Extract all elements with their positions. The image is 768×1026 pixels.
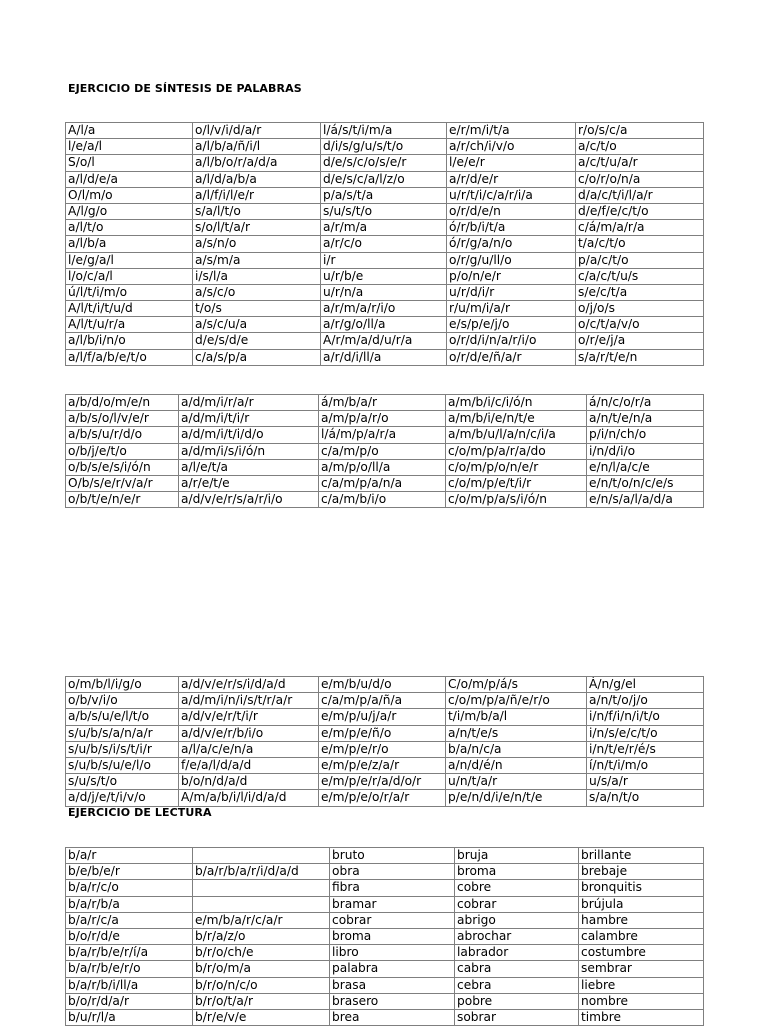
table-cell: d/e/f/e/c/t/o bbox=[576, 203, 704, 219]
table-cell: bramar bbox=[330, 896, 455, 912]
table-cell: a/b/s/u/e/l/t/o bbox=[66, 709, 179, 725]
table-cell: a/d/v/e/r/t/i/r bbox=[179, 709, 319, 725]
table-row bbox=[66, 443, 704, 459]
table-cell: b/a/n/c/a bbox=[446, 741, 587, 757]
table-cell: b/a/r/c/o bbox=[66, 880, 193, 896]
table-cell: b/a/r/b/i/ll/a bbox=[66, 977, 193, 993]
table-cell: b/a/r bbox=[66, 848, 193, 864]
heading-reading-exercise: EJERCICIO DE LECTURA bbox=[68, 806, 212, 819]
table-cell: a/l/b/i/n/o bbox=[66, 333, 193, 349]
table-cell: a/l/t/o bbox=[66, 220, 193, 236]
table-cell: timbre bbox=[579, 1009, 704, 1025]
table-cell: a/l/d/e/a bbox=[66, 171, 193, 187]
table-cell: pobre bbox=[455, 993, 579, 1009]
table-cell: s/o/l/t/a/r bbox=[193, 220, 321, 236]
table-cell: e/m/p/e/r/a/d/o/r bbox=[319, 774, 446, 790]
table-cell: a/n/t/e/n/a bbox=[587, 411, 704, 427]
table-cell: e/m/b/a/r/c/a/r bbox=[193, 912, 330, 928]
table-row bbox=[66, 945, 704, 961]
table-row bbox=[66, 928, 704, 944]
table-cell: cabra bbox=[455, 961, 579, 977]
table-row bbox=[66, 693, 704, 709]
table-cell: A/m/a/b/i/l/i/d/a/d bbox=[179, 790, 319, 806]
table-cell: C/o/m/p/á/s bbox=[446, 677, 587, 693]
table-cell: b/o/r/d/e bbox=[66, 928, 193, 944]
table-cell: a/s/n/o bbox=[193, 236, 321, 252]
table-cell: e/n/t/o/n/c/e/s bbox=[587, 475, 704, 491]
table-cell: p/a/s/t/a bbox=[321, 187, 447, 203]
table-cell: o/b/j/e/t/o bbox=[66, 443, 179, 459]
table-row bbox=[66, 880, 704, 896]
syllable-table-3 bbox=[65, 676, 704, 807]
table-cell: d/e/s/d/e bbox=[193, 333, 321, 349]
table-cell: c/o/m/p/a/ñ/e/r/o bbox=[446, 693, 587, 709]
table-row bbox=[66, 317, 704, 333]
table-cell: A/l/g/o bbox=[66, 203, 193, 219]
table-cell: a/r/e/t/e bbox=[179, 475, 319, 491]
table-cell: i/s/l/a bbox=[193, 268, 321, 284]
table-row bbox=[66, 349, 704, 365]
table-cell: e/n/s/a/l/a/d/a bbox=[587, 492, 704, 508]
table-cell: e/m/p/u/j/a/r bbox=[319, 709, 446, 725]
table-row bbox=[66, 252, 704, 268]
table-cell: b/a/r/b/a/r/i/d/a/d bbox=[193, 864, 330, 880]
table-row bbox=[66, 848, 704, 864]
table-cell: brasa bbox=[330, 977, 455, 993]
table-cell: a/b/s/o/l/v/e/r bbox=[66, 411, 179, 427]
table-cell: e/m/b/u/d/o bbox=[319, 677, 446, 693]
table-cell: a/l/a/c/e/n/a bbox=[179, 741, 319, 757]
table-cell: p/i/n/ch/o bbox=[587, 427, 704, 443]
table-row bbox=[66, 896, 704, 912]
syllable-table-2 bbox=[65, 394, 704, 508]
table-cell: b/a/r/b/a bbox=[66, 896, 193, 912]
table-cell: c/a/m/p/o bbox=[319, 443, 446, 459]
table-cell: fibra bbox=[330, 880, 455, 896]
table-cell: l/e/g/a/l bbox=[66, 252, 193, 268]
table-cell: a/l/b/a/ñ/i/l bbox=[193, 139, 321, 155]
table-cell: nombre bbox=[579, 993, 704, 1009]
table-row bbox=[66, 284, 704, 300]
table-cell: a/d/v/e/r/s/a/r/i/o bbox=[179, 492, 319, 508]
table-cell: palabra bbox=[330, 961, 455, 977]
table-cell: bronquitis bbox=[579, 880, 704, 896]
table-cell: o/m/b/l/i/g/o bbox=[66, 677, 179, 693]
table-cell: a/b/d/o/m/e/n bbox=[66, 395, 179, 411]
table-cell: i/n/d/i/o bbox=[587, 443, 704, 459]
table-row bbox=[66, 203, 704, 219]
table-row bbox=[66, 774, 704, 790]
table-cell: d/e/s/c/o/s/e/r bbox=[321, 155, 447, 171]
table-cell: b/o/n/d/a/d bbox=[179, 774, 319, 790]
table-cell: o/b/v/i/o bbox=[66, 693, 179, 709]
table-cell: p/e/n/d/i/e/n/t/e bbox=[446, 790, 587, 806]
table-cell: S/o/l bbox=[66, 155, 193, 171]
table-cell: O/b/s/e/r/v/a/r bbox=[66, 475, 179, 491]
table-row bbox=[66, 677, 704, 693]
table-row bbox=[66, 790, 704, 806]
table-cell: e/m/p/e/o/r/a/r bbox=[319, 790, 446, 806]
table-cell: bruto bbox=[330, 848, 455, 864]
table-cell: í/n/t/i/m/o bbox=[587, 757, 704, 773]
table-cell bbox=[193, 880, 330, 896]
table-cell: c/o/m/p/o/n/e/r bbox=[446, 459, 587, 475]
table-cell: A/r/m/a/d/u/r/a bbox=[321, 333, 447, 349]
table-cell: p/a/c/t/o bbox=[576, 252, 704, 268]
table-row bbox=[66, 725, 704, 741]
table-row bbox=[66, 268, 704, 284]
table-row bbox=[66, 139, 704, 155]
table-cell: s/u/s/t/o bbox=[321, 203, 447, 219]
table-cell: cebra bbox=[455, 977, 579, 993]
table-row bbox=[66, 977, 704, 993]
table-cell: brea bbox=[330, 1009, 455, 1025]
table-cell: s/e/c/t/a bbox=[576, 284, 704, 300]
table-cell: broma bbox=[455, 864, 579, 880]
table-cell: a/r/d/e/r bbox=[447, 171, 576, 187]
table-cell: u/r/n/a bbox=[321, 284, 447, 300]
table-cell: l/e/e/r bbox=[447, 155, 576, 171]
table-cell: a/s/c/u/a bbox=[193, 317, 321, 333]
table-cell: d/i/s/g/u/s/t/o bbox=[321, 139, 447, 155]
table-cell: ó/r/g/a/n/o bbox=[447, 236, 576, 252]
table-row bbox=[66, 709, 704, 725]
table-cell: a/l/b/a bbox=[66, 236, 193, 252]
table-cell: a/r/d/i/ll/a bbox=[321, 349, 447, 365]
table-cell: o/r/g/u/ll/o bbox=[447, 252, 576, 268]
table-cell: a/d/m/i/t/i/r bbox=[179, 411, 319, 427]
table-row bbox=[66, 301, 704, 317]
table-cell: a/r/c/o bbox=[321, 236, 447, 252]
table-cell: a/r/m/a/r/i/o bbox=[321, 301, 447, 317]
table-cell: o/j/o/s bbox=[576, 301, 704, 317]
table-cell: a/r/g/o/ll/a bbox=[321, 317, 447, 333]
table-cell: l/e/a/l bbox=[66, 139, 193, 155]
table-cell: a/l/e/t/a bbox=[179, 459, 319, 475]
table-row bbox=[66, 475, 704, 491]
table-cell: brebaje bbox=[579, 864, 704, 880]
table-cell: t/i/m/b/a/l bbox=[446, 709, 587, 725]
table-cell: b/r/o/m/a bbox=[193, 961, 330, 977]
table-cell: o/b/t/e/n/e/r bbox=[66, 492, 179, 508]
table-cell: A/l/a bbox=[66, 123, 193, 139]
table-cell: a/s/m/a bbox=[193, 252, 321, 268]
table-cell: o/r/d/e/n bbox=[447, 203, 576, 219]
table-cell: a/l/f/a/b/e/t/o bbox=[66, 349, 193, 365]
table-cell: i/r bbox=[321, 252, 447, 268]
table-cell: s/a/l/t/o bbox=[193, 203, 321, 219]
table-cell: a/c/t/o bbox=[576, 139, 704, 155]
table-cell: a/b/s/u/r/d/o bbox=[66, 427, 179, 443]
table-cell: a/n/d/é/n bbox=[446, 757, 587, 773]
table-cell: c/o/m/p/e/t/i/r bbox=[446, 475, 587, 491]
table-cell: t/a/c/t/o bbox=[576, 236, 704, 252]
table-cell: cobrar bbox=[330, 912, 455, 928]
table-cell: i/n/s/e/c/t/o bbox=[587, 725, 704, 741]
table-row bbox=[66, 741, 704, 757]
table-cell: labrador bbox=[455, 945, 579, 961]
table-cell: b/r/a/z/o bbox=[193, 928, 330, 944]
table-cell: u/s/a/r bbox=[587, 774, 704, 790]
table-cell: u/r/d/i/r bbox=[447, 284, 576, 300]
table-row bbox=[66, 961, 704, 977]
table-cell: abrigo bbox=[455, 912, 579, 928]
table-row bbox=[66, 411, 704, 427]
table-row bbox=[66, 155, 704, 171]
table-cell: c/o/r/o/n/a bbox=[576, 171, 704, 187]
table-cell: a/n/t/o/j/o bbox=[587, 693, 704, 709]
table-cell: u/r/b/e bbox=[321, 268, 447, 284]
table-row bbox=[66, 864, 704, 880]
table-cell: o/l/v/i/d/a/r bbox=[193, 123, 321, 139]
table-cell: a/m/b/i/e/n/t/e bbox=[446, 411, 587, 427]
table-row bbox=[66, 492, 704, 508]
table-cell: a/d/v/e/r/s/i/d/a/d bbox=[179, 677, 319, 693]
table-cell: s/u/b/s/i/s/t/i/r bbox=[66, 741, 179, 757]
table-cell: c/a/c/t/u/s bbox=[576, 268, 704, 284]
table-cell: liebre bbox=[579, 977, 704, 993]
table-cell: l/á/s/t/i/m/a bbox=[321, 123, 447, 139]
table-cell: brújula bbox=[579, 896, 704, 912]
table-cell: b/e/b/e/r bbox=[66, 864, 193, 880]
table-cell: a/d/m/i/r/a/r bbox=[179, 395, 319, 411]
table-cell: costumbre bbox=[579, 945, 704, 961]
table-cell: a/n/t/e/s bbox=[446, 725, 587, 741]
table-row bbox=[66, 171, 704, 187]
table-cell: O/l/m/o bbox=[66, 187, 193, 203]
table-row bbox=[66, 459, 704, 475]
table-cell: sembrar bbox=[579, 961, 704, 977]
table-cell: l/á/m/p/a/r/a bbox=[319, 427, 446, 443]
table-row bbox=[66, 993, 704, 1009]
table-cell: Á/n/g/el bbox=[587, 677, 704, 693]
table-cell: b/r/o/ch/e bbox=[193, 945, 330, 961]
table-cell: a/d/j/e/t/i/v/o bbox=[66, 790, 179, 806]
table-cell: r/o/s/c/a bbox=[576, 123, 704, 139]
table-cell: c/a/m/b/i/o bbox=[319, 492, 446, 508]
table-cell: A/l/t/i/t/u/d bbox=[66, 301, 193, 317]
table-cell: s/u/b/s/u/e/l/o bbox=[66, 757, 179, 773]
table-cell: c/o/m/p/a/r/a/do bbox=[446, 443, 587, 459]
table-cell: a/d/v/e/r/b/i/o bbox=[179, 725, 319, 741]
table-cell: broma bbox=[330, 928, 455, 944]
table-cell: a/c/t/u/a/r bbox=[576, 155, 704, 171]
table-cell: bruja bbox=[455, 848, 579, 864]
table-cell: c/a/m/p/a/n/a bbox=[319, 475, 446, 491]
table-row bbox=[66, 1009, 704, 1025]
table-cell: á/n/c/o/r/a bbox=[587, 395, 704, 411]
table-cell: u/n/t/a/r bbox=[446, 774, 587, 790]
table-cell: A/l/t/u/r/a bbox=[66, 317, 193, 333]
table-cell: e/s/p/e/j/o bbox=[447, 317, 576, 333]
table-cell: a/l/b/o/r/a/d/a bbox=[193, 155, 321, 171]
table-cell: c/á/m/a/r/a bbox=[576, 220, 704, 236]
table-row bbox=[66, 187, 704, 203]
table-cell: l/o/c/a/l bbox=[66, 268, 193, 284]
table-cell: b/o/r/d/a/r bbox=[66, 993, 193, 1009]
table-cell: i/n/t/e/r/é/s bbox=[587, 741, 704, 757]
table-cell: sobrar bbox=[455, 1009, 579, 1025]
table-cell: ó/r/b/i/t/a bbox=[447, 220, 576, 236]
table-cell bbox=[193, 896, 330, 912]
table-cell: á/m/b/a/r bbox=[319, 395, 446, 411]
table-row bbox=[66, 123, 704, 139]
table-row bbox=[66, 757, 704, 773]
table-cell: a/m/b/u/l/a/n/c/i/a bbox=[446, 427, 587, 443]
table-cell: b/r/e/v/e bbox=[193, 1009, 330, 1025]
table-cell: d/a/c/t/i/l/a/r bbox=[576, 187, 704, 203]
table-row bbox=[66, 395, 704, 411]
table-cell: a/r/m/a bbox=[321, 220, 447, 236]
table-cell: f/e/a/l/d/a/d bbox=[179, 757, 319, 773]
table-cell: e/n/l/a/c/e bbox=[587, 459, 704, 475]
table-cell: cobre bbox=[455, 880, 579, 896]
table-cell: i/n/f/i/n/i/t/o bbox=[587, 709, 704, 725]
table-cell: d/e/s/c/a/l/z/o bbox=[321, 171, 447, 187]
table-row bbox=[66, 912, 704, 928]
table-cell: b/u/r/l/a bbox=[66, 1009, 193, 1025]
table-cell: o/r/d/e/ñ/a/r bbox=[447, 349, 576, 365]
table-cell: calambre bbox=[579, 928, 704, 944]
table-cell: libro bbox=[330, 945, 455, 961]
table-cell: brasero bbox=[330, 993, 455, 1009]
table-row bbox=[66, 333, 704, 349]
table-cell: p/o/n/e/r bbox=[447, 268, 576, 284]
table-cell: a/m/p/a/r/o bbox=[319, 411, 446, 427]
table-cell: c/o/m/p/a/s/i/ó/n bbox=[446, 492, 587, 508]
table-cell: a/l/f/i/l/e/r bbox=[193, 187, 321, 203]
table-cell: s/a/n/t/o bbox=[587, 790, 704, 806]
table-cell: e/r/m/i/t/a bbox=[447, 123, 576, 139]
table-cell: b/r/o/t/a/r bbox=[193, 993, 330, 1009]
table-cell: s/a/r/t/e/n bbox=[576, 349, 704, 365]
table-cell bbox=[193, 848, 330, 864]
syllable-table-1 bbox=[65, 122, 704, 366]
table-cell: c/a/s/p/a bbox=[193, 349, 321, 365]
table-cell: a/m/b/i/c/i/ó/n bbox=[446, 395, 587, 411]
table-cell: a/m/p/o/ll/a bbox=[319, 459, 446, 475]
table-cell: s/u/b/s/a/n/a/r bbox=[66, 725, 179, 741]
table-cell: u/r/t/i/c/a/r/i/a bbox=[447, 187, 576, 203]
reading-table bbox=[65, 847, 704, 1026]
table-cell: o/c/t/a/v/o bbox=[576, 317, 704, 333]
table-cell: t/o/s bbox=[193, 301, 321, 317]
table-cell: b/r/o/n/c/o bbox=[193, 977, 330, 993]
table-cell: e/m/p/e/ñ/o bbox=[319, 725, 446, 741]
table-cell: c/a/m/p/a/ñ/a bbox=[319, 693, 446, 709]
table-cell: b/a/r/b/e/r/o bbox=[66, 961, 193, 977]
table-cell: b/a/r/c/a bbox=[66, 912, 193, 928]
table-cell: o/b/s/e/s/i/ó/n bbox=[66, 459, 179, 475]
heading-synthesis-exercise: EJERCICIO DE SÍNTESIS DE PALABRAS bbox=[68, 82, 302, 95]
table-cell: b/a/r/b/e/r/í/a bbox=[66, 945, 193, 961]
table-cell: e/m/p/e/z/a/r bbox=[319, 757, 446, 773]
table-row bbox=[66, 427, 704, 443]
table-cell: r/u/m/i/a/r bbox=[447, 301, 576, 317]
table-cell: s/u/s/t/o bbox=[66, 774, 179, 790]
table-cell: a/r/ch/i/v/o bbox=[447, 139, 576, 155]
table-cell: obra bbox=[330, 864, 455, 880]
table-cell: a/d/m/i/s/i/ó/n bbox=[179, 443, 319, 459]
table-cell: e/m/p/e/r/o bbox=[319, 741, 446, 757]
table-cell: hambre bbox=[579, 912, 704, 928]
table-cell: a/d/m/i/n/i/s/t/r/a/r bbox=[179, 693, 319, 709]
table-cell: cobrar bbox=[455, 896, 579, 912]
table-cell: a/l/d/a/b/a bbox=[193, 171, 321, 187]
table-cell: o/r/d/i/n/a/r/i/o bbox=[447, 333, 576, 349]
table-row bbox=[66, 236, 704, 252]
table-cell: ú/l/t/i/m/o bbox=[66, 284, 193, 300]
table-cell: abrochar bbox=[455, 928, 579, 944]
table-cell: a/s/c/o bbox=[193, 284, 321, 300]
table-cell: a/d/m/i/t/i/d/o bbox=[179, 427, 319, 443]
table-row bbox=[66, 220, 704, 236]
table-cell: o/r/e/j/a bbox=[576, 333, 704, 349]
table-cell: brillante bbox=[579, 848, 704, 864]
